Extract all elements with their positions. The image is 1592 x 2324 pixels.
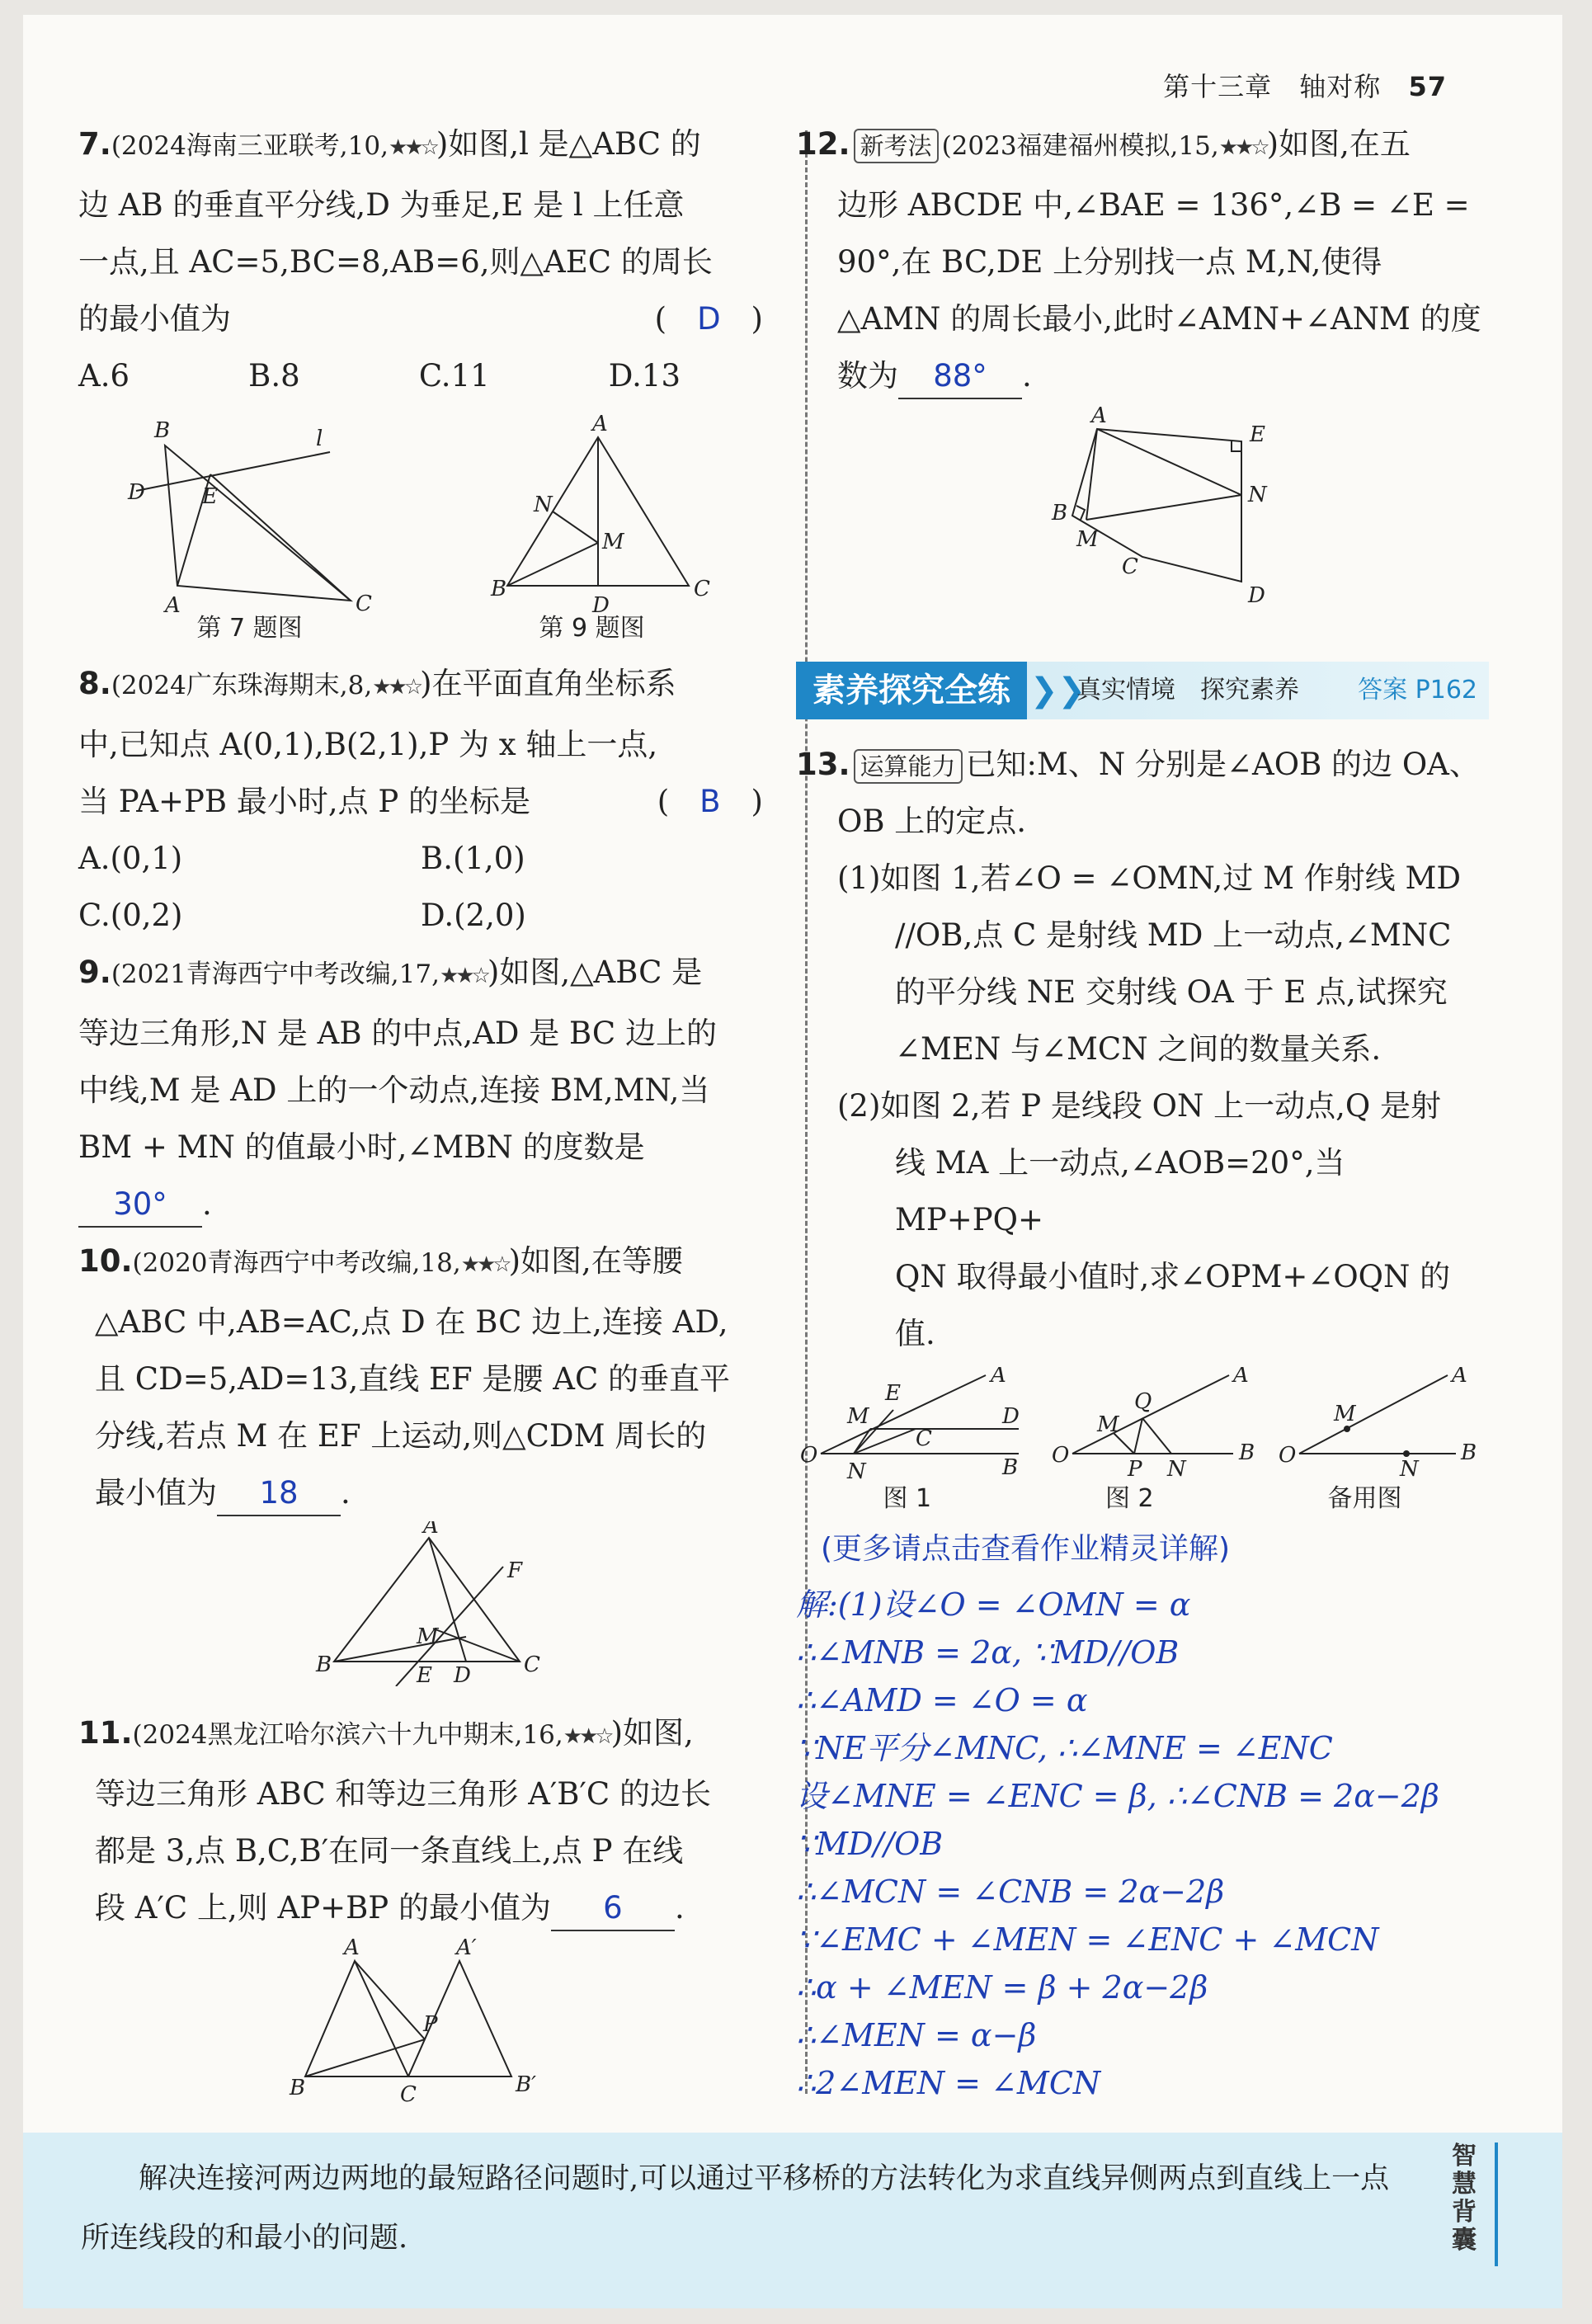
chevron-right-icon: ❯❯ bbox=[1030, 672, 1086, 709]
question-text: 分线,若点 M 在 EF 上运动,则△CDM 周长的 bbox=[95, 1418, 707, 1454]
question-text: )如图, bbox=[610, 1715, 694, 1751]
segment-pq bbox=[1134, 1418, 1142, 1454]
page-header bbox=[1163, 66, 1447, 104]
question-text: 边形 ABCDE 中,∠BAE = 136°,∠B = ∠E = bbox=[837, 187, 1470, 223]
right-column bbox=[796, 115, 1489, 2107]
label-o: O bbox=[1279, 1443, 1297, 1468]
label-a: A bbox=[423, 1521, 439, 1539]
question-number: 11. bbox=[78, 1715, 133, 1751]
answer-blank: 18 bbox=[217, 1472, 341, 1516]
label-n: N bbox=[534, 493, 553, 517]
section-banner bbox=[796, 662, 1489, 719]
banner-subtitle: 真实情境 探究素养 bbox=[1076, 676, 1299, 705]
question-text: )如图,l 是△ABC 的 bbox=[436, 126, 701, 162]
question-text: 等边三角形,N 是 AB 的中点,AD 是 BC 边上的 bbox=[78, 1016, 717, 1051]
option-d: D.(2,0) bbox=[421, 898, 526, 933]
question-10: 10.(2020青海西宁中考改编,18,★★☆)如图,在等腰 △ABC 中,AB=AC,点 D 在 BC 边上,连接 AD, 且 CD=5,AD=13,直线 EF 是腰 AC 的垂直平 分线,若点 M 在 EF 上运动,则△CDM 周长的 最小值为 18 . A F M B E D C bbox=[78, 1233, 763, 1704]
label-c: C bbox=[356, 592, 372, 616]
option-a: A.6 bbox=[78, 358, 130, 394]
question-13 bbox=[796, 736, 1489, 2107]
answer-reference-link[interactable]: 答案 P162 bbox=[1358, 676, 1477, 705]
label-c: C bbox=[916, 1426, 932, 1451]
question-11: 11.(2024黑龙江哈尔滨六十九中期末,16,★★☆)如图, 等边三角形 ABC 和等边三角形 A′B′C 的边长 都是 3,点 B,C,B′在同一条直线上,点 P 在线 段 A′C 上,则 AP+BP 的最小值为 6 . A A′ P B C B′ bbox=[78, 1704, 763, 2128]
right-angle-b bbox=[1076, 506, 1085, 520]
solution-line: 设∠MNE = ∠ENC = β, ∴∠CNB = 2α−2β bbox=[796, 1778, 1439, 1814]
label-m: M bbox=[847, 1404, 869, 1429]
right-angle-e bbox=[1232, 441, 1241, 451]
question-source: (2020青海西宁中考改编,18, bbox=[132, 1248, 461, 1278]
solution-line: ∴∠AMD = ∠O = α bbox=[796, 1682, 1088, 1718]
segment-nm bbox=[553, 511, 598, 543]
question-source: (2024海南三亚联考,10, bbox=[111, 131, 389, 161]
label-c: C bbox=[400, 2082, 417, 2107]
question-text: )在平面直角坐标系 bbox=[420, 666, 676, 701]
question-text: 中线,M 是 AD 上的一个动点,连接 BM,MN,当 bbox=[78, 1072, 710, 1108]
question-text: )如图,在等腰 bbox=[508, 1243, 683, 1279]
question-part-1: ∠MEN 与∠MCN 之间的数量关系. bbox=[895, 1031, 1382, 1067]
point-m bbox=[1344, 1426, 1350, 1432]
answer-blank: 6 bbox=[551, 1887, 675, 1931]
solution-line: ∴α + ∠MEN = β + 2α−2β bbox=[796, 1969, 1208, 2006]
caption-fig-7: 第 7 题图 bbox=[196, 614, 303, 643]
point-n bbox=[1403, 1450, 1410, 1457]
label-a: A bbox=[592, 412, 608, 436]
tip-accent-bar bbox=[1495, 2143, 1498, 2266]
question-text: 中,已知点 A(0,1),B(2,1),P 为 x 轴上一点, bbox=[78, 727, 658, 762]
tip-text: 解决连接河两边两地的最短路径问题时,可以通过平移桥的方法转化为求直线异侧两点到直线上一点所连线段的和最小的问题. bbox=[81, 2162, 1390, 2255]
question-number: 7. bbox=[78, 126, 111, 162]
label-b: B bbox=[1052, 501, 1068, 526]
question-source: (2021青海西宁中考改编,17, bbox=[111, 959, 440, 989]
ray-oa bbox=[1299, 1375, 1448, 1454]
question-number: 9. bbox=[78, 955, 111, 990]
label-o: O bbox=[800, 1443, 818, 1468]
difficulty-stars-icon: ★★☆ bbox=[1218, 135, 1267, 160]
label-a: A bbox=[1233, 1367, 1249, 1388]
question-text: 数为 bbox=[837, 358, 898, 394]
segment-mn bbox=[1086, 495, 1241, 520]
question-number: 13. bbox=[796, 747, 850, 782]
line-ef bbox=[396, 1567, 503, 1686]
question-text: △AMN 的周长最小,此时∠AMN+∠ANM 的度 bbox=[837, 301, 1481, 337]
label-p: P bbox=[423, 2012, 438, 2037]
question-number: 10. bbox=[78, 1243, 133, 1279]
caption-fig-spare: 备用图 bbox=[1327, 1484, 1402, 1513]
caption-fig-1: 图 1 bbox=[883, 1484, 932, 1513]
label-d: D bbox=[128, 480, 145, 505]
figure-13-1 bbox=[796, 1367, 1035, 1483]
question-number: 8. bbox=[78, 666, 111, 701]
question-text: △ABC 中,AB=AC,点 D 在 BC 边上,连接 AD, bbox=[95, 1304, 728, 1340]
solution-line: ∵NE平分∠MNC, ∴∠MNE = ∠ENC bbox=[796, 1730, 1333, 1766]
more-details-link[interactable]: (更多请点击查看作业精灵详解) bbox=[821, 1532, 1231, 1566]
tip-side-label: 智慧背囊 bbox=[1452, 2142, 1477, 2255]
question-text: 90°,在 BC,DE 上分别找一点 M,N,使得 bbox=[837, 244, 1382, 280]
solution-line: ∵∠EMC + ∠MEN = ∠ENC + ∠MCN bbox=[796, 1921, 1379, 1958]
figure-12 bbox=[796, 404, 1489, 619]
answer-blank: 88° bbox=[898, 355, 1022, 399]
option-c: C.11 bbox=[418, 358, 490, 394]
question-source: (2024黑龙江哈尔滨六十九中期末,16, bbox=[132, 1720, 563, 1750]
difficulty-stars-icon: ★★☆ bbox=[372, 675, 421, 700]
page-number: 57 bbox=[1408, 71, 1447, 102]
label-b: B bbox=[1239, 1440, 1255, 1465]
label-p: P bbox=[1128, 1457, 1142, 1482]
options-grid bbox=[78, 830, 763, 944]
question-text: 段 A′C 上,则 AP+BP 的最小值为 bbox=[95, 1890, 551, 1926]
question-12: 12. 新考法 (2023福建福州模拟,15,★★☆)如图,在五 边形 ABCDE 中,∠BAE = 136°,∠B = ∠E = 90°,在 BC,DE 上分别找一点 M,N,使得 △AMN 的周长最小,此时∠AMN+∠ANM 的度 数为 88° . A E N B M C D bbox=[796, 115, 1489, 637]
difficulty-stars-icon: ★★☆ bbox=[460, 1252, 509, 1277]
label-a-prime: A′ bbox=[456, 1936, 477, 1960]
question-7 bbox=[78, 115, 763, 645]
question-text: OB 上的定点. bbox=[837, 804, 1027, 839]
figure-11 bbox=[78, 1936, 763, 2110]
question-part-1: //OB,点 C 是射线 MD 上一动点,∠MNC bbox=[895, 917, 1452, 953]
option-b: B.8 bbox=[248, 358, 300, 394]
tip-box bbox=[23, 2133, 1562, 2308]
label-e: E bbox=[417, 1663, 432, 1686]
label-l: l bbox=[316, 427, 323, 451]
difficulty-stars-icon: ★★☆ bbox=[439, 964, 487, 988]
label-d: D bbox=[592, 593, 610, 618]
answer-paren: ( B ) bbox=[657, 784, 763, 819]
segment-qn bbox=[1142, 1418, 1171, 1454]
label-a: A bbox=[1452, 1367, 1467, 1388]
solution-line: 解:(1)设∠O = ∠OMN = α bbox=[796, 1586, 1191, 1623]
figure-13-2 bbox=[1048, 1367, 1262, 1483]
label-c: C bbox=[524, 1652, 540, 1677]
ray-oa bbox=[821, 1375, 986, 1454]
question-text: 一点,且 AC=5,BC=8,AB=6,则△AEC 的周长 bbox=[78, 244, 713, 280]
question-text: 都是 3,点 B,C,B′在同一条直线上,点 P 在线 bbox=[95, 1833, 684, 1869]
label-m: M bbox=[1076, 527, 1099, 552]
segment-ec bbox=[210, 474, 351, 601]
label-e: E bbox=[202, 484, 218, 509]
figures-13 bbox=[796, 1367, 1489, 1483]
option-a: A.(0,1) bbox=[78, 841, 183, 876]
figure-9 bbox=[474, 412, 722, 619]
label-d: D bbox=[1002, 1404, 1020, 1429]
chapter-title: 第十三章 bbox=[1163, 71, 1273, 102]
solution-block bbox=[796, 1581, 1489, 2107]
label-c: C bbox=[1122, 554, 1138, 579]
label-e: E bbox=[885, 1381, 901, 1406]
left-column bbox=[78, 115, 763, 2128]
question-number: 12. bbox=[796, 126, 850, 162]
label-m: M bbox=[1097, 1412, 1119, 1437]
label-a: A bbox=[165, 593, 181, 618]
label-b: B bbox=[1461, 1440, 1477, 1465]
answer-value: B bbox=[699, 784, 721, 819]
question-9: 9.(2021青海西宁中考改编,17,★★☆)如图,△ABC 是 等边三角形,N 是 AB 的中点,AD 是 BC 边上的 中线,M 是 AD 上的一个动点,连接 BM,MN,当 BM + MN 的值最小时,∠MBN 的度数是 30° . bbox=[78, 944, 763, 1233]
segment-bp bbox=[305, 2039, 425, 2077]
line-l bbox=[136, 452, 330, 491]
solution-line: ∴2∠MEN = ∠MCN bbox=[796, 2065, 1101, 2101]
answer-blank: 30° bbox=[78, 1183, 202, 1228]
label-b: B bbox=[290, 2076, 306, 2100]
question-part-1: 的平分线 NE 交射线 OA 于 E 点,试探究 bbox=[895, 974, 1448, 1010]
label-a: A bbox=[991, 1367, 1006, 1388]
pentagon-abcde bbox=[1072, 429, 1241, 582]
figure-13-spare bbox=[1274, 1367, 1489, 1483]
difficulty-stars-icon: ★★☆ bbox=[388, 135, 436, 160]
label-n: N bbox=[847, 1459, 866, 1483]
question-text: 已知:M、N 分别是∠AOB 的边 OA、 bbox=[965, 747, 1480, 782]
caption-fig-2: 图 2 bbox=[1105, 1484, 1154, 1513]
label-a: A bbox=[344, 1936, 360, 1960]
question-text: )如图,△ABC 是 bbox=[487, 955, 703, 990]
new-method-tag: 新考法 bbox=[854, 129, 939, 163]
label-o: O bbox=[1052, 1443, 1070, 1468]
option-b: B.(1,0) bbox=[421, 841, 525, 876]
difficulty-stars-icon: ★★☆ bbox=[563, 1724, 611, 1749]
solution-line: ∴∠MCN = ∠CNB = 2α−2β bbox=[796, 1874, 1225, 1910]
label-f: F bbox=[507, 1558, 523, 1583]
label-b: B bbox=[316, 1652, 332, 1677]
question-part-2: QN 取得最小值时,求∠OPM+∠OQN 的值. bbox=[895, 1259, 1451, 1351]
label-d: D bbox=[1248, 583, 1265, 608]
ray-oa bbox=[1072, 1375, 1229, 1454]
label-b: B bbox=[1002, 1455, 1019, 1480]
segment-nc bbox=[854, 1429, 916, 1454]
option-c: C.(0,2) bbox=[78, 898, 183, 933]
question-text: 且 CD=5,AD=13,直线 EF 是腰 AC 的垂直平 bbox=[95, 1361, 731, 1397]
segment-ap bbox=[355, 1961, 425, 2039]
solution-line: ∴∠MNB = 2α, ∵MD//OB bbox=[796, 1634, 1180, 1671]
label-e: E bbox=[1250, 422, 1265, 447]
answer-value: D bbox=[697, 301, 721, 337]
options-row bbox=[78, 347, 763, 404]
label-m: M bbox=[602, 530, 624, 554]
label-a: A bbox=[1091, 404, 1107, 428]
figure-7 bbox=[120, 412, 392, 619]
answer-paren: ( D ) bbox=[654, 301, 763, 337]
question-text: BM + MN 的值最小时,∠MBN 的度数是 bbox=[78, 1129, 645, 1165]
label-n: N bbox=[1167, 1457, 1186, 1482]
section-title: 轴对称 bbox=[1299, 71, 1382, 102]
question-text: )如图,在五 bbox=[1266, 126, 1411, 162]
figure-13-captions bbox=[796, 1483, 1489, 1516]
banner-title: 素养探究全练 bbox=[796, 662, 1027, 719]
segment-bm bbox=[334, 1637, 466, 1662]
label-b-prime: B′ bbox=[516, 2072, 537, 2097]
figures-7-9 bbox=[78, 412, 763, 619]
caption-fig-9: 第 9 题图 bbox=[539, 614, 645, 643]
question-part-2: (2)如图 2,若 P 是线段 ON 上一动点,Q 是射 bbox=[837, 1088, 1441, 1124]
question-text: 边 AB 的垂直平分线,D 为垂足,E 是 l 上任意 bbox=[78, 187, 685, 223]
question-text: 的最小值为 bbox=[78, 301, 231, 337]
question-text: 当 PA+PB 最小时,点 P 的坐标是 bbox=[78, 784, 531, 819]
triangle-abc bbox=[305, 1961, 408, 2077]
question-8 bbox=[78, 655, 763, 944]
label-m: M bbox=[417, 1624, 439, 1649]
label-d: D bbox=[454, 1663, 471, 1686]
question-source: (2024广东珠海期末,8, bbox=[111, 671, 373, 700]
skill-tag: 运算能力 bbox=[854, 749, 963, 784]
solution-line: ∵MD//OB bbox=[796, 1826, 944, 1862]
question-text: 等边三角形 ABC 和等边三角形 A′B′C 的边长 bbox=[95, 1776, 711, 1812]
solution-line: ∴∠MEN = α−β bbox=[796, 2017, 1037, 2053]
option-d: D.13 bbox=[608, 358, 681, 394]
label-b: B bbox=[154, 418, 171, 443]
question-text: 最小值为 bbox=[95, 1475, 217, 1511]
label-n: N bbox=[1248, 483, 1267, 507]
question-part-2: 线 MA 上一动点,∠AOB=20°,当 MP+PQ+ bbox=[895, 1145, 1345, 1237]
label-m: M bbox=[1334, 1402, 1356, 1426]
segment-am bbox=[1086, 429, 1097, 520]
label-n: N bbox=[1400, 1457, 1419, 1482]
figure-10 bbox=[78, 1521, 763, 1686]
label-c: C bbox=[694, 577, 710, 601]
question-source: (2023福建福州模拟,15, bbox=[941, 131, 1219, 161]
label-q: Q bbox=[1134, 1389, 1152, 1414]
question-part-1: (1)如图 1,若∠O = ∠OMN,过 M 作射线 MD bbox=[837, 860, 1462, 896]
triangle-abc bbox=[165, 445, 351, 601]
label-b: B bbox=[491, 577, 507, 601]
